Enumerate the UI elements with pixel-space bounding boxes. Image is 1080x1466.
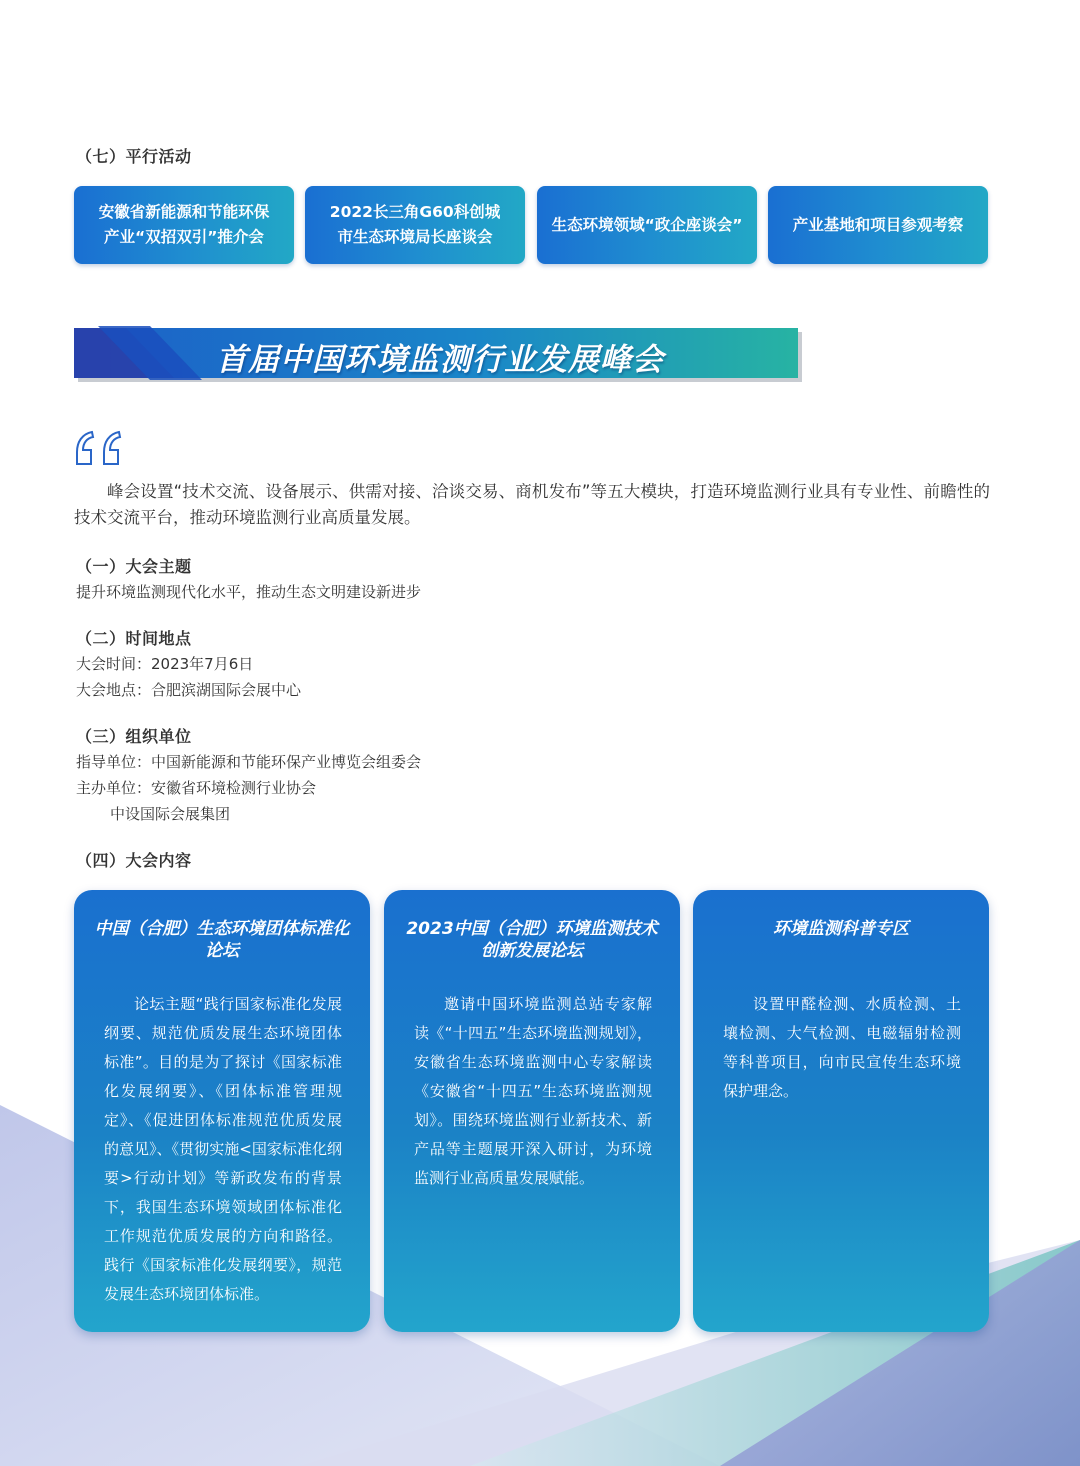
conference-place: 大会地点：合肥滨湖国际会展中心 (76, 681, 302, 699)
summit-title: 首届中国环境监测行业发展峰会 (216, 342, 664, 378)
guiding-unit: 指导单位：中国新能源和节能环保产业博览会组委会 (76, 753, 422, 771)
card-text: 设置甲醛检测、水质检测、土壤检测、大气检测、电磁辐射检测等科普项目，向市民宣传生态环境保护理念。 (723, 995, 961, 1100)
card-title: 环境监测科普专区 (773, 919, 909, 939)
theme-heading: （一）大会主题 (76, 557, 192, 576)
card-title: 中国（合肥）生态环境团体标准化论坛 (94, 919, 350, 961)
forum-card (384, 890, 680, 1332)
time-place-heading: （二）时间地点 (76, 629, 192, 648)
theme-text: 提升环境监测现代化水平，推动生态文明建设新进步 (76, 583, 422, 601)
card-title: 2023中国（合肥）环境监测技术创新发展论坛 (406, 919, 658, 961)
science-zone-card (693, 890, 989, 1332)
activity-box: 安徽省新能源和节能环保 产业“双招双引”推介会 (74, 186, 294, 264)
host-unit: 主办单位：安徽省环境检测行业协会 (76, 779, 317, 797)
summit-intro: 峰会设置“技术交流、设备展示、供需对接、洽谈交易、商机发布”等五大模块，打造环境监测行业具有专业性、前瞻性的技术交流平台，推动环境监测行业高质量发展。 (74, 482, 990, 527)
activity-box: 2022长三角G60科创城 市生态环境局长座谈会 (305, 186, 525, 264)
content-heading: （四）大会内容 (76, 851, 192, 870)
quote-icon (74, 428, 126, 468)
parallel-activities-list (74, 186, 988, 266)
card-text: 论坛主题“践行国家标准化发展纲要、规范优质发展生态环境团体标准”。目的是为了探讨《国家标准化发展纲要》、《团体标准管理规定》、《促进团体标准规范优质发展的意见》、《贯彻实施<国家标准化纲要>行动计划》等新政发布的背景下，我国生态环境领域团体标准化工作规范优质发展的方向和路径。践行《国家标准化发展纲要》，规范发展生态环境团体标准。 (104, 995, 342, 1303)
conference-time: 大会时间：2023年7月6日 (76, 655, 254, 673)
activity-box: 产业基地和项目参观考察 (768, 186, 988, 264)
parallel-activities-heading: （七）平行活动 (76, 147, 192, 166)
organizers-heading: （三）组织单位 (76, 727, 192, 746)
card-text: 邀请中国环境监测总站专家解读《“十四五”生态环境监测规划》，安徽省生态环境监测中心专家解读《安徽省“十四五”生态环境监测规划》。围绕环境监测行业新技术、新产品等主题展开深入研讨，为环境监测行业高质量发展赋能。 (414, 995, 652, 1187)
host-unit-2: 中设国际会展集团 (110, 805, 231, 823)
activity-box: 生态环境领域“政企座谈会” (537, 186, 757, 264)
summit-banner (74, 326, 804, 384)
forum-card (74, 890, 370, 1332)
